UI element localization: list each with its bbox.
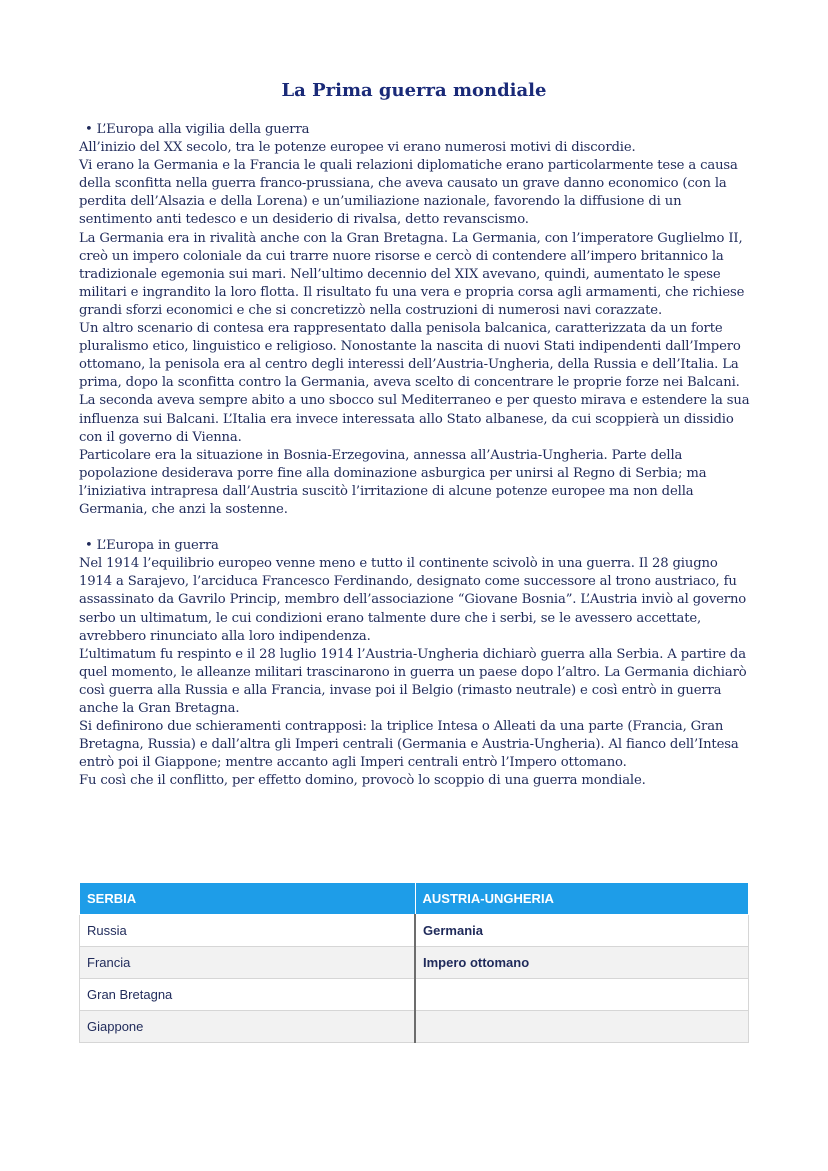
section-vigilia: [79, 121, 754, 519]
section-heading: • L’Europa alla vigilia della guerra: [85, 122, 310, 137]
table-header-cell: AUSTRIA-UNGHERIA: [415, 883, 749, 915]
table-row: [80, 947, 749, 979]
alliances-table: [79, 882, 749, 1043]
table-header-row: [80, 883, 749, 915]
table-cell: Germania: [415, 915, 749, 947]
page-title: La Prima guerra mondiale: [281, 80, 547, 101]
section-in-guerra: [79, 537, 754, 790]
table-cell: Gran Bretagna: [80, 979, 416, 1011]
table-cell: [415, 1011, 749, 1043]
table-cell: Impero ottomano: [415, 947, 749, 979]
paragraph: Un altro scenario di contesa era rappresentato dalla penisola balcanica, caratterizzata da un forte pluralismo etico, linguistico e religioso. Nonostante la nascita di nuovi Stati indipendenti dall’Impero ottomano, la penisola era al centro degli interessi dell’Austria-Ungheria, della Russia e dell’Italia. La prima, dopo la sconfitta contro la Germania, aveva scelto di concentrare le proprie forze nei Balcani. La seconda aveva sempre abito a uno sbocco sul Mediterraneo e per questo mirava e estendere la sua influenza sui Balcani. L’Italia era invece interessata allo Stato albanese, da cui scoppierà un dissidio con il governo di Vienna.: [79, 321, 750, 445]
document-body: [79, 121, 754, 790]
table-cell: Giappone: [80, 1011, 416, 1043]
paragraph: Si definirono due schieramenti contrapposi: la triplice Intesa o Alleati da una parte (Francia, Gran Bretagna, Russia) e dall’altra gli Imperi centrali (Germania e Austria-Ungheria). Al fianco dell’Intesa entrò poi il Giappone; mentre accanto agli Imperi centrali entrò l’Impero ottomano.: [79, 719, 739, 771]
table-row: [80, 1011, 749, 1043]
table-row: [80, 979, 749, 1011]
paragraph: Fu così che il conflitto, per effetto domino, provocò lo scoppio di una guerra mondiale.: [79, 773, 646, 789]
table-row: [80, 915, 749, 947]
paragraph: Vi erano la Germania e la Francia le quali relazioni diplomatiche erano particolarmente tese a causa della sconfitta nella guerra franco-prussiana, che aveva causato un grave danno economico (con la perdita dell’Alsazia e della Lorena) e un’umiliazione nazionale, favorendo la diffusione di un sentimento anti tedesco e un desiderio di rivalsa, detto revanscismo.: [79, 158, 738, 228]
table-cell: Francia: [80, 947, 416, 979]
table-cell: [415, 979, 749, 1011]
table-header-cell: SERBIA: [80, 883, 416, 915]
paragraph: All’inizio del XX secolo, tra le potenze europee vi erano numerosi motivi di discordie.: [79, 140, 636, 156]
paragraph: L’ultimatum fu respinto e il 28 luglio 1914 l’Austria-Ungheria dichiarò guerra alla Serbia. A partire da quel momento, le alleanze militari trascinarono in guerra un paese dopo l’altro. La Germania dichiarò così guerra alla Russia e alla Francia, invase poi il Belgio (rimasto neutrale) e così entrò in guerra anche la Gran Bretagna.: [79, 646, 747, 716]
section-heading: • L’Europa in guerra: [85, 538, 219, 554]
table-cell: Russia: [80, 915, 416, 947]
section-spacer: [79, 519, 754, 537]
paragraph: La Germania era in rivalità anche con la Gran Bretagna. La Germania, con l’imperatore Guglielmo II, creò un impero coloniale da cui trarre nuore risorse e cercò di contendere all’impero britannico la tradizionale egemonia sui mari. Nell’ultimo decennio del XIX avevano, quindi, aumentato le spese militari e ingrandito la loro flotta. Il risultato fu una vera e propria corsa agli armamenti, che richiese grandi sforzi economici e che si concretizzò nella costruzioni di numerosi navi corazzate.: [79, 230, 745, 318]
paragraph: Nel 1914 l’equilibrio europeo venne meno e tutto il continente scivolò in una guerra. Il 28 giugno 1914 a Sarajevo, l’arciduca Francesco Ferdinando, designato come successore al trono austriaco, fu assassinato da Gavrilo Princip, membro dell’associazione “Giovane Bosnia”. L’Austria inviò al governo serbo un ultimatum, le cui condizioni erano talmente dure che i serbi, se le avessero accettate, avrebbero rinunciato alla loro indipendenza.: [79, 556, 747, 644]
paragraph: Particolare era la situazione in Bosnia-Erzegovina, annessa all’Austria-Ungheria. Parte della popolazione desiderava porre fine alla dominazione asburgica per unirsi al Regno di Serbia; ma l’iniziativa intrapresa dall’Austria suscitò l’irritazione di alcune potenze europee ma non della Germania, che anzi la sostenne.: [79, 447, 707, 517]
